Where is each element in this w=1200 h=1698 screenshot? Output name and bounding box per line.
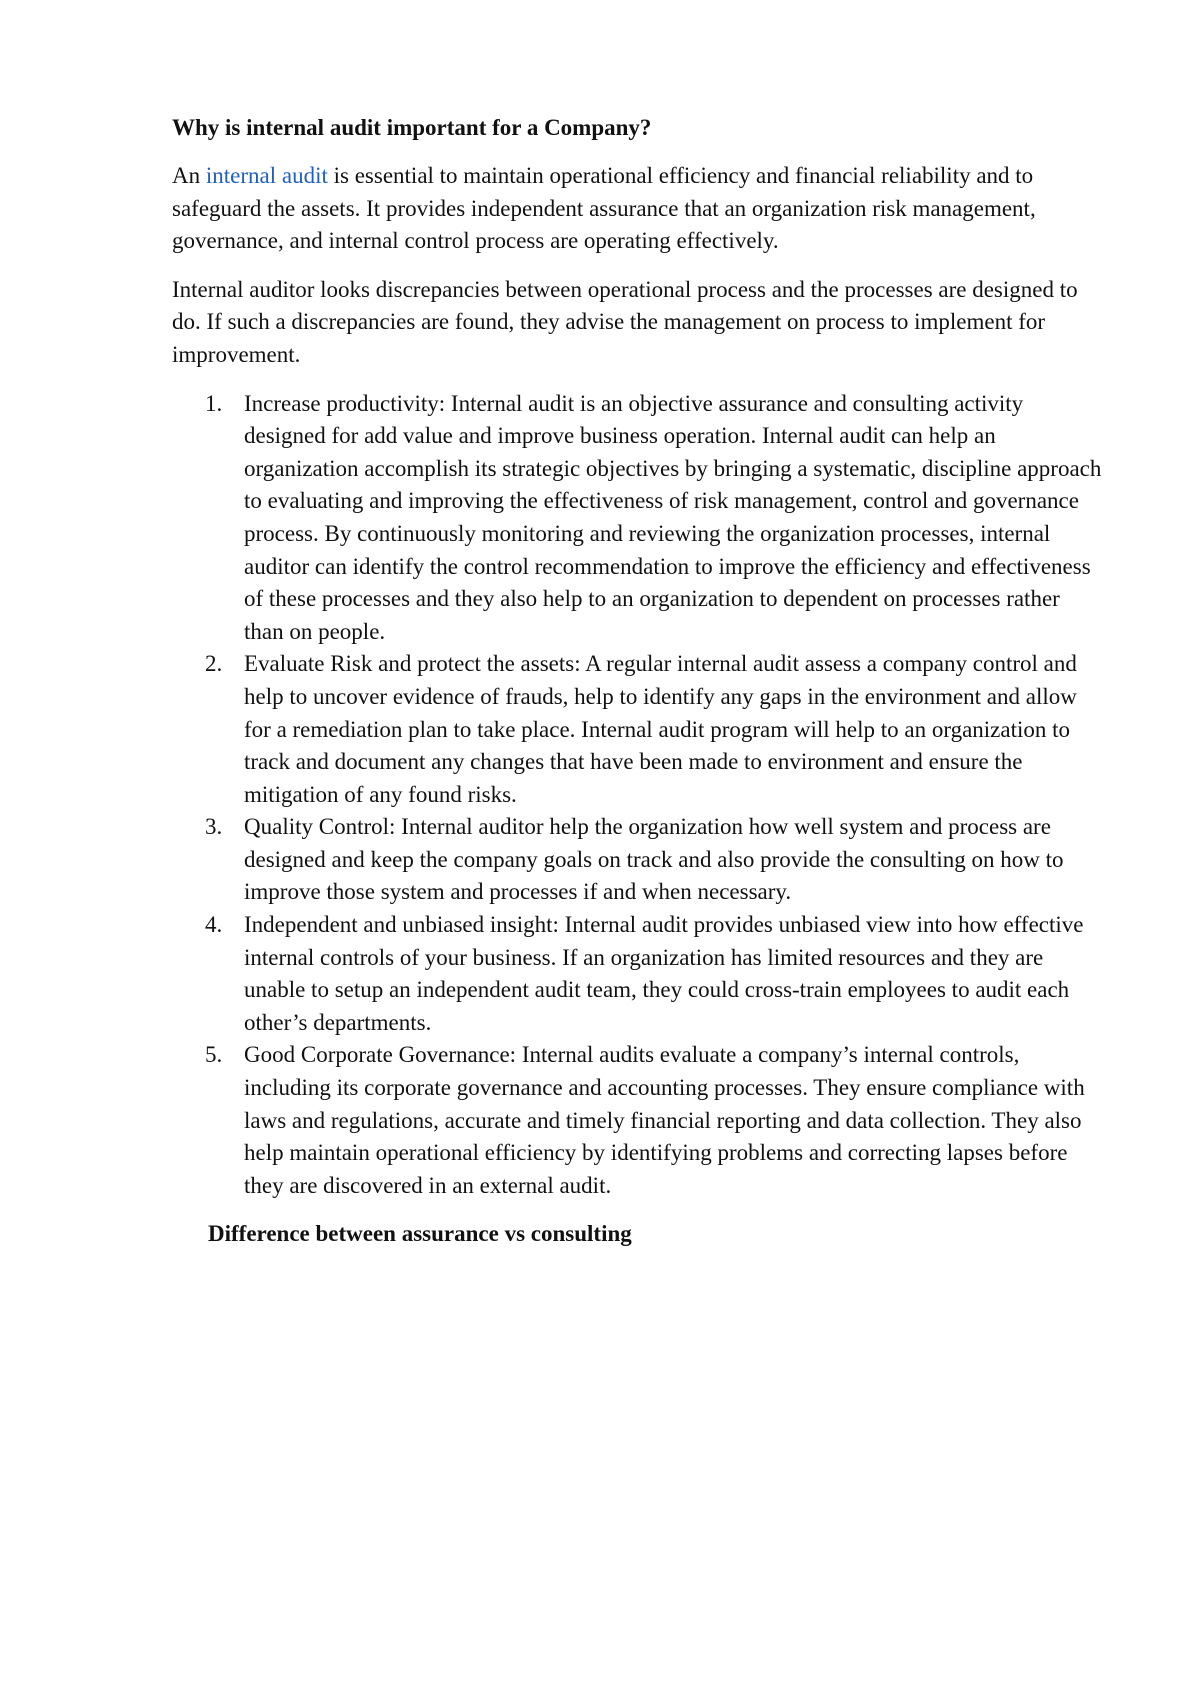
list-item (172, 909, 1102, 1039)
list-item-text: Increase productivity: Internal audit is an objective assurance and consulting activity designed for add value and improve business operation. Internal audit can help an organization accomplish its strategic objectives by bringing a systematic, discipline approach to evaluating and improving the effectiveness of risk management, control and governance process. By continuously monitoring and reviewing the organization processes, internal auditor can identify the control recommendation to improve the efficiency and effectiveness of these processes and they also help to an organization to dependent on processes rather than on people. (244, 390, 1102, 644)
intro-lead: An (172, 163, 206, 188)
list-item-text: Independent and unbiased insight: Internal audit provides unbiased view into how effective internal controls of your business. If an organization has limited resources and they are unable to setup an independent audit team, they could cross-train employees to audit each other’s departments. (244, 912, 1084, 1035)
list-item-number: 4. (205, 912, 223, 938)
list-item (172, 811, 1102, 909)
intro-paragraph (172, 160, 1102, 258)
internal-audit-link[interactable]: internal audit (205, 163, 328, 188)
section-subheading: Difference between assurance vs consulting (208, 1221, 632, 1247)
list-item-number: 5. (205, 1042, 223, 1068)
list-item (172, 1039, 1102, 1202)
list-item-text: Evaluate Risk and protect the assets: A regular internal audit assess a company control and help to uncover evidence of frauds, help to identify any gaps in the environment and allow for a remediation plan to take place. Internal audit program will help to an organization to track and document any changes that have been made to environment and ensure the mitigation of any found risks. (244, 651, 1077, 807)
document-page (172, 112, 1102, 1250)
list-item (172, 388, 1102, 649)
list-item (172, 648, 1102, 811)
list-item-text: Good Corporate Governance: Internal audits evaluate a company’s internal controls, including its corporate governance and accounting processes. They ensure compliance with laws and regulations, accurate and timely financial reporting and data collection. They also help maintain operational efficiency by identifying problems and correcting lapses before they are discovered in an external audit. (244, 1042, 1085, 1198)
intro-rest: is essential to maintain operational efficiency and financial reliability and to safeguard the assets. It provides independent assurance that an organization risk management, governance, and internal control process are operating effectively. (172, 163, 1036, 254)
list-item-number: 1. (205, 390, 223, 416)
page-title: Why is internal audit important for a Company? (172, 115, 652, 140)
list-item-number: 3. (205, 814, 223, 840)
list-item-text: Quality Control: Internal auditor help the organization how well system and process are designed and keep the company goals on track and also provide the consulting on how to improve those system and processes if and when necessary. (244, 814, 1064, 905)
list-item-number: 2. (205, 651, 223, 677)
auditor-paragraph: Internal auditor looks discrepancies between operational process and the processes are designed to do. If such a discrepancies are found, they advise the management on process to implement for improvement. (172, 276, 1078, 367)
benefits-list (172, 388, 1102, 1203)
